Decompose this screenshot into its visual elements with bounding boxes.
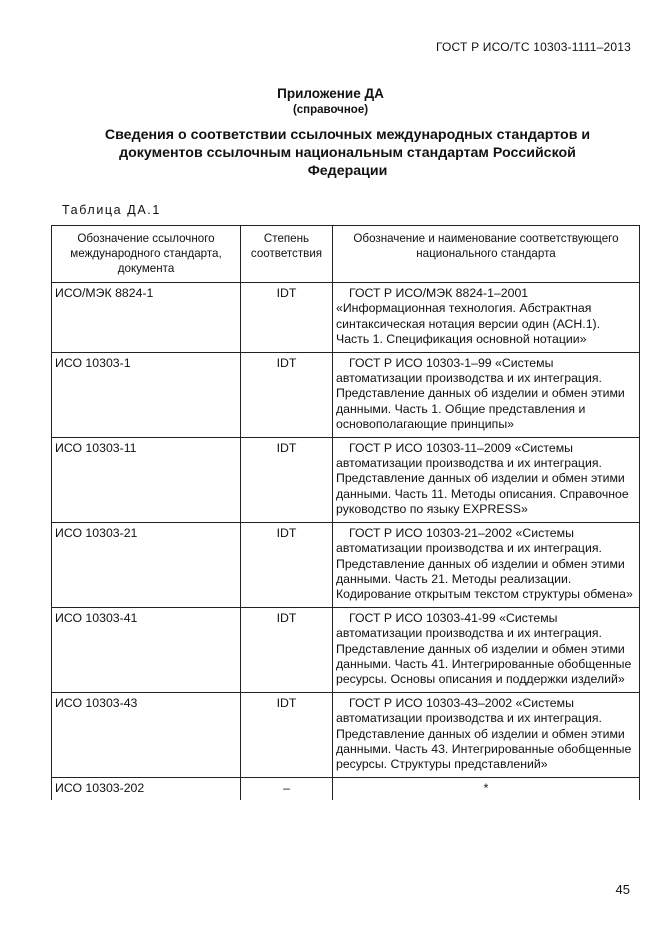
degree-cell: IDT — [241, 283, 333, 353]
degree-cell: – — [241, 777, 333, 800]
table-row — [52, 352, 640, 437]
page-number: 45 — [615, 882, 630, 897]
table-row — [52, 692, 640, 777]
national-standard-cell: ГОСТ Р ИСО 10303-43–2002 «Системы автоматизации производства и их интеграция. Представление данных об изделии и обмен этими данными. Часть 43. Интегрированные обобщенные ресурсы. Структуры представлений» — [333, 692, 640, 777]
column-header-degree: Степень соответствия — [241, 226, 333, 283]
correspondence-table — [51, 225, 640, 800]
degree-cell: IDT — [241, 437, 333, 522]
column-header-reference: Обозначение ссылочного международного стандарта, документа — [52, 226, 241, 283]
table-row — [52, 437, 640, 522]
national-standard-cell: ГОСТ Р ИСО/МЭК 8824-1–2001 «Информационная технология. Абстрактная синтаксическая нотация версии один (АСН.1). Часть 1. Спецификация основной нотации» — [333, 283, 640, 353]
national-standard-cell: ГОСТ Р ИСО 10303-21–2002 «Системы автоматизации производства и их интеграция. Представление данных об изделии и обмен этими данными. Часть 21. Методы реализации. Кодирование открытым текстом структуры обмена» — [333, 522, 640, 607]
degree-cell: IDT — [241, 607, 333, 692]
table-caption: Таблица ДА.1 — [62, 203, 161, 217]
appendix-title: Приложение ДА — [277, 86, 384, 101]
national-standard-cell: ГОСТ Р ИСО 10303-41-99 «Системы автоматизации производства и их интеграция. Представление данных об изделии и обмен этими данными. Часть 41. Интегрированные обобщенные ресурсы. Основы описания и поддержки изделий» — [333, 607, 640, 692]
table-row — [52, 522, 640, 607]
reference-standard-cell: ИСО 10303-11 — [52, 437, 241, 522]
reference-standard-cell: ИСО 10303-43 — [52, 692, 241, 777]
degree-cell: IDT — [241, 522, 333, 607]
reference-standard-cell: ИСО 10303-202 — [52, 777, 241, 800]
reference-standard-cell: ИСО 10303-21 — [52, 522, 241, 607]
section-heading: Сведения о соответствии ссылочных международных стандартов и документов ссылочным национальным стандартам Российской Федерации — [104, 127, 591, 179]
national-standard-cell: ГОСТ Р ИСО 10303-11–2009 «Системы автоматизации производства и их интеграция. Представление данных об изделии и обмен этими данными. Часть 11. Методы описания. Справочное руководство по языку EXPRESS» — [333, 437, 640, 522]
table-row — [52, 777, 640, 800]
table-row — [52, 283, 640, 353]
document-code: ГОСТ Р ИСО/ТС 10303-1111–2013 — [435, 40, 631, 54]
national-standard-cell: * — [333, 777, 640, 800]
reference-standard-cell: ИСО 10303-41 — [52, 607, 241, 692]
reference-standard-cell: ИСО/МЭК 8824-1 — [52, 283, 241, 353]
national-standard-cell: ГОСТ Р ИСО 10303-1–99 «Системы автоматизации производства и их интеграция. Представление данных об изделии и обмен этими данными. Часть 1. Общие представления и основополагающие принципы» — [333, 352, 640, 437]
degree-cell: IDT — [241, 692, 333, 777]
reference-standard-cell: ИСО 10303-1 — [52, 352, 241, 437]
table-header-row — [52, 226, 640, 283]
degree-cell: IDT — [241, 352, 333, 437]
column-header-national: Обозначение и наименование соответствующего национального стандарта — [333, 226, 640, 283]
table-row — [52, 607, 640, 692]
appendix-subtitle: (справочное) — [292, 104, 369, 116]
